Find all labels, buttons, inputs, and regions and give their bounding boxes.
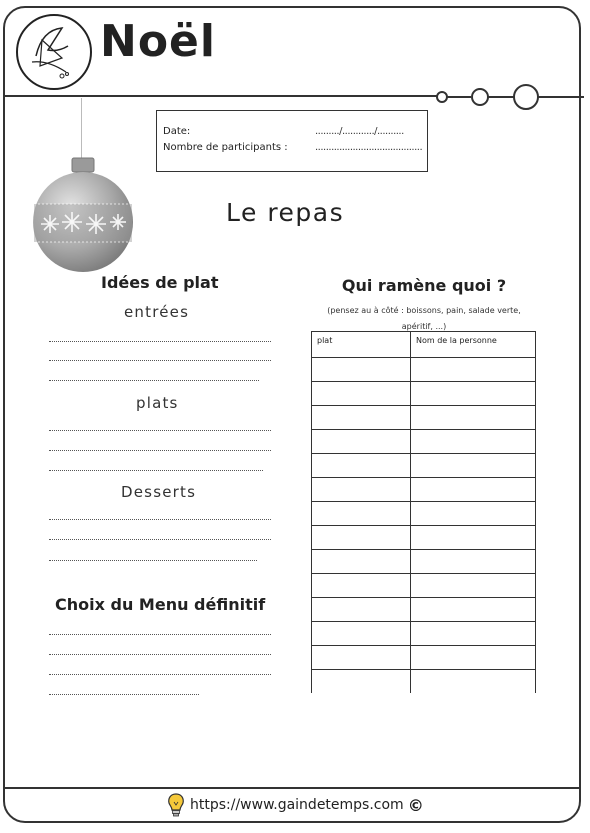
category-entrees: entrées: [124, 303, 190, 321]
dessert-line[interactable]: [49, 560, 257, 561]
table-row: [312, 526, 536, 550]
column-header-plat: plat: [312, 332, 411, 358]
footer: [166, 790, 424, 820]
menu-line[interactable]: [49, 694, 199, 695]
table-row: [312, 670, 536, 694]
participants-label: Nombre de participants :: [163, 142, 288, 153]
copyright-icon: ©: [407, 795, 424, 815]
person-cell[interactable]: [411, 622, 536, 646]
page-title: Noël: [100, 16, 216, 67]
person-cell[interactable]: [411, 598, 536, 622]
section-title: Le repas: [226, 198, 345, 227]
plat-cell[interactable]: [312, 382, 411, 406]
table-row: [312, 646, 536, 670]
plat-line[interactable]: [49, 450, 271, 451]
dessert-line[interactable]: [49, 519, 271, 520]
person-cell[interactable]: [411, 670, 536, 694]
menu-heading: Choix du Menu définitif: [55, 595, 266, 614]
table-row: [312, 478, 536, 502]
category-plats: plats: [136, 394, 179, 412]
lightbulb-icon: [166, 792, 186, 818]
ornament-string: [81, 98, 82, 158]
header-divider: [5, 95, 437, 97]
entree-line[interactable]: [49, 360, 271, 361]
person-cell[interactable]: [411, 406, 536, 430]
menu-line[interactable]: [49, 634, 271, 635]
logo-icon: [16, 14, 92, 90]
who-heading: Qui ramène quoi ?: [341, 276, 507, 295]
person-cell[interactable]: [411, 526, 536, 550]
plat-cell[interactable]: [312, 622, 411, 646]
table-row: [312, 598, 536, 622]
plat-cell[interactable]: [312, 646, 411, 670]
table-header-row: [312, 332, 536, 358]
plat-cell[interactable]: [312, 526, 411, 550]
plat-line[interactable]: [49, 470, 263, 471]
plat-cell[interactable]: [312, 406, 411, 430]
footer-link[interactable]: https://www.gaindetemps.com: [190, 797, 404, 813]
plat-cell[interactable]: [312, 670, 411, 694]
info-box: [156, 110, 428, 172]
menu-line[interactable]: [49, 674, 271, 675]
plat-cell[interactable]: [312, 454, 411, 478]
plat-line[interactable]: [49, 430, 271, 431]
table-row: [312, 430, 536, 454]
table-row: [312, 502, 536, 526]
person-cell[interactable]: [411, 430, 536, 454]
ideas-heading: Idées de plat: [101, 273, 219, 292]
table-row: [312, 454, 536, 478]
entree-line[interactable]: [49, 341, 271, 342]
who-note: (pensez au à côté : boissons, pain, salade verte, apéritif, ...): [327, 306, 521, 331]
person-cell[interactable]: [411, 502, 536, 526]
person-cell[interactable]: [411, 478, 536, 502]
footer-divider: [5, 787, 581, 789]
plat-cell[interactable]: [312, 358, 411, 382]
person-cell[interactable]: [411, 358, 536, 382]
entree-line[interactable]: [49, 380, 259, 381]
table-row: [312, 550, 536, 574]
person-cell[interactable]: [411, 574, 536, 598]
plat-cell[interactable]: [312, 550, 411, 574]
participants-field[interactable]: ........................................: [315, 142, 423, 153]
person-cell[interactable]: [411, 382, 536, 406]
category-desserts: Desserts: [121, 483, 197, 501]
plat-cell[interactable]: [312, 502, 411, 526]
dessert-line[interactable]: [49, 539, 271, 540]
date-field[interactable]: ........./............/..........: [315, 126, 404, 137]
plat-cell[interactable]: [312, 574, 411, 598]
plat-cell[interactable]: [312, 478, 411, 502]
table-row: [312, 622, 536, 646]
date-label: Date:: [163, 126, 191, 137]
person-cell[interactable]: [411, 550, 536, 574]
person-cell[interactable]: [411, 454, 536, 478]
who-table: [311, 331, 536, 693]
table-row: [312, 574, 536, 598]
menu-line[interactable]: [49, 654, 271, 655]
decorative-circles-icon: [436, 82, 584, 112]
table-row: [312, 358, 536, 382]
table-row: [312, 382, 536, 406]
christmas-ornament-icon: [30, 152, 136, 276]
plat-cell[interactable]: [312, 430, 411, 454]
table-row: [312, 406, 536, 430]
plat-cell[interactable]: [312, 598, 411, 622]
column-header-nom: Nom de la personne: [411, 332, 536, 358]
person-cell[interactable]: [411, 646, 536, 670]
